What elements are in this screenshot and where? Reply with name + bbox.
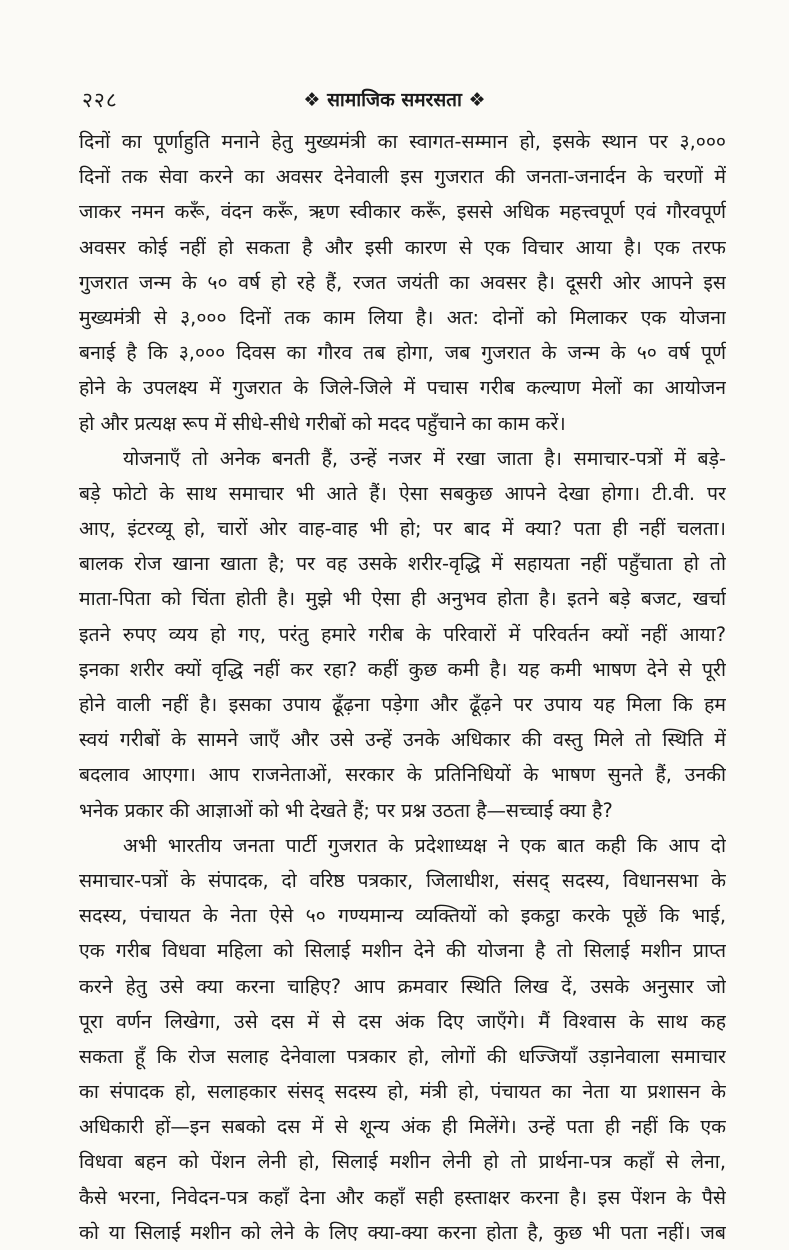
text-line: पूरा वर्णन लिखेगा, उसे दस में से दस अंक दिए जाएँगे। मैं विश्वास के साथ कह — [79, 1009, 726, 1033]
text-line: सदस्य, पंचायत के नेता ऐसे ५० गण्यमान्य व्यक्तियों को इकट्ठा करके पूछें कि भाई, — [79, 904, 726, 928]
text-line: योजनाएँ तो अनेक बनती हैं, उन्हें नजर में रखा जाता है। समाचार-पत्रों में बड़े- — [123, 446, 726, 470]
text-line: दिनों तक सेवा करने का अवसर देनेवाली इस गुजरात की जनता-जनार्दन के चरणों में — [79, 165, 726, 189]
text-line: स्वयं गरीबों के सामने जाएँ और उसे उन्हें उनके अधिकार की वस्तु मिले तो स्थिति में — [79, 728, 726, 752]
body-text — [79, 124, 726, 1250]
text-line: दिनों का पूर्णाहुति मनाने हेतु मुख्यमंत्री का स्वागत-सम्मान हो, इसके स्थान पर ३,००० — [79, 130, 726, 153]
text-line: इतने रुपए व्यय हो गए, परंतु हमारे गरीब के परिवारों में परिवर्तन क्यों नहीं आया? — [79, 622, 726, 646]
text-line: आए, इंटरव्यू हो, चारों ओर वाह-वाह भी हो; पर बाद में क्या? पता ही नहीं चलता। — [79, 517, 726, 541]
text-line: कैसे भरना, निवेदन-पत्र कहाँ देना और कहाँ सही हस्ताक्षर करना है। इस पेंशन के पैसे — [79, 1185, 726, 1209]
text-line: सकता हूँ कि रोज सलाह देनेवाला पत्रकार हो, लोगों की धज्जियाँ उड़ानेवाला समाचार — [79, 1044, 726, 1068]
text-line: का संपादक हो, सलाहकार संसद् सदस्य हो, मंत्री हो, पंचायत का नेता या प्रशासन के — [79, 1080, 726, 1104]
text-line: समाचार-पत्रों के संपादक, दो वरिष्ठ पत्रकार, जिलाधीश, संसद् सदस्य, विधानसभा के — [79, 868, 726, 892]
text-line: हो और प्रत्यक्ष रूप में सीधे-सीधे गरीबों को मदद पहुँचाने का काम करें। — [79, 411, 566, 435]
text-line: को या सिलाई मशीन को लेने के लिए क्या-क्या करना होता है, कुछ भी पता नहीं। जब — [79, 1220, 726, 1244]
text-line: भनेक प्रकार की आज्ञाओं को भी देखते हैं; पर प्रश्न उठता है—सच्चाई क्या है? — [79, 798, 613, 822]
text-line: एक गरीब विधवा महिला को सिलाई मशीन देने की योजना है तो सिलाई मशीन प्राप्त — [79, 939, 726, 963]
text-line: बनाई है कि ३,००० दिवस का गौरव तब होगा, जब गुजरात के जन्म के ५० वर्ष पूर्ण — [79, 341, 726, 365]
page-number: २२८ — [82, 88, 118, 112]
text-line: मुख्यमंत्री से ३,००० दिनों तक काम लिया है। अत: दोनों को मिलाकर एक योजना — [79, 305, 726, 329]
page-header — [82, 86, 707, 116]
text-line: जाकर नमन करूँ, वंदन करूँ, ऋण स्वीकार करूँ, इससे अधिक महत्त्वपूर्ण एवं गौरवपूर्ण — [79, 200, 726, 224]
text-line: इनका शरीर क्यों वृद्धि नहीं कर रहा? कहीं कुछ कमी है। यह कमी भाषण देने से पूरी — [79, 657, 726, 681]
text-line: गुजरात जन्म के ५० वर्ष हो रहे हैं, रजत जयंती का अवसर है। दूसरी ओर आपने इस — [79, 270, 726, 294]
text-line: बदलाव आएगा। आप राजनेताओं, सरकार के प्रतिनिधियों के भाषण सुनते हैं, उनकी — [79, 763, 726, 787]
text-line: करने हेतु उसे क्या करना चाहिए? आप क्रमवार स्थिति लिख दें, उसके अनुसार जो — [79, 974, 726, 998]
text-line: बालक रोज खाना खाता है; पर वह उसके शरीर-वृद्धि में सहायता नहीं पहुँचाता हो तो — [79, 552, 726, 576]
text-line: बड़े फोटो के साथ समाचार भी आते हैं। ऐसा सबकुछ आपने देखा होगा। टी.वी. पर — [79, 481, 726, 505]
text-line: अभी भारतीय जनता पार्टी गुजरात के प्रदेशाध्यक्ष ने एक बात कही कि आप दो — [123, 833, 726, 857]
running-title: ❖ सामाजिक समरसता ❖ — [303, 89, 486, 111]
text-line: होने वाली नहीं है। इसका उपाय ढूँढ़ना पड़ेगा और ढूँढ़ने पर उपाय यह मिला कि हम — [79, 693, 726, 716]
text-line: होने के उपलक्ष्य में गुजरात के जिले-जिले में पचास गरीब कल्याण मेलों का आयोजन — [79, 376, 726, 400]
text-line: अवसर कोई नहीं हो सकता है और इसी कारण से एक विचार आया है। एक तरफ — [79, 235, 726, 259]
text-line: विधवा बहन को पेंशन लेनी हो, सिलाई मशीन लेनी हो तो प्रार्थना-पत्र कहाँ से लेना, — [79, 1150, 726, 1174]
text-line: अधिकारी हों—इन सबको दस में से शून्य अंक ही मिलेंगे। उन्हें पता ही नहीं कि एक — [79, 1115, 726, 1139]
text-line: माता-पिता को चिंता होती है। मुझे भी ऐसा ही अनुभव होता है। इतने बड़े बजट, खर्चा — [79, 587, 726, 611]
